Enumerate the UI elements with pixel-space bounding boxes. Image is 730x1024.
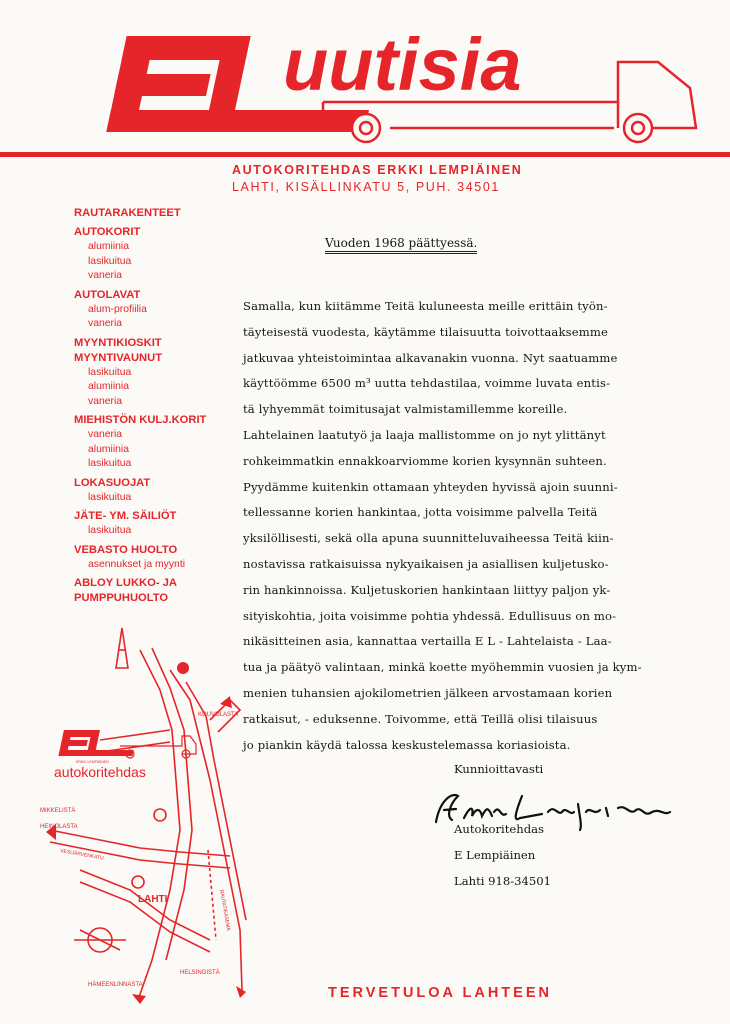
handwritten-signature (430, 782, 690, 842)
category-item: alumiinia (88, 241, 130, 252)
category-myyntikioskit: MYYNTIKIOSKIT (74, 336, 162, 349)
letter-body (243, 294, 642, 758)
map-label-lahti: LAHTI (138, 894, 168, 905)
letter-line: nikäsitteinen asia, kannattaa vertailla E L - Lahtelaista - Laa- (243, 634, 612, 649)
category-jatesailiot: JÄTE- YM. SÄILIÖT (74, 510, 177, 522)
map-label-heinolasta: HEINOLASTA (40, 824, 78, 830)
category-miehiston-kuljkorit: MIEHISTÖN KULJ.KORIT (74, 414, 207, 426)
closing-name: E Lempiäinen (454, 848, 536, 862)
category-item: vaneria (88, 395, 123, 407)
category-autokorit: AUTOKORIT (74, 226, 141, 238)
category-item: alumiinia (88, 381, 130, 392)
logo-title: uutisia (283, 30, 522, 106)
letter-line: täyteisestä vuodesta, käytämme tilaisuutta toivottaaksemme (243, 324, 609, 339)
category-autolavat: AUTOLAVAT (74, 288, 141, 301)
letter-line: tua ja päätyö valintaan, minkä koette myöhemmin vuosien ja kym- (243, 660, 642, 675)
product-list (74, 206, 244, 606)
letter-line: jatkuvaa yhteistoimintaa alkavanakin vuonna. Nyt saatuamme (243, 350, 618, 365)
category-item: lasikuitua (88, 458, 132, 469)
category-item: alum-profiilia (88, 303, 147, 315)
letter-title: Vuoden 1968 päättyessä. (325, 236, 478, 250)
category-myyntivaunut: MYYNTIVAUNUT (74, 351, 163, 364)
letter-line: Lahtelainen laatutyö ja laaja mallistomme on jo nyt ylittänyt (243, 427, 606, 442)
closing-phone: Lahti 918-34501 (454, 874, 552, 888)
letter-line: ratkaisut, - eduksenne. Toivomme, että Teillä olisi tilaisuus (243, 711, 598, 726)
map-label-mikkelista: MIKKELISTÄ (40, 808, 76, 814)
welcome-footer: TERVETULOA LAHTEEN (328, 985, 552, 1001)
category-item: alumiinia (88, 443, 130, 455)
letter-line: jo piankin käydä talossa keskustelemassa koriasioista. (243, 737, 571, 752)
category-item: asennukset ja myynti (88, 558, 186, 570)
closing-greeting: Kunnioittavasti (454, 762, 544, 776)
map-label-vesijarvenkatu: VESIJÄRVENKATU (59, 848, 105, 862)
letter-line: sityiskohtia, joita voisimme pohtia yhdessä. Edullisuus on mo- (243, 608, 617, 623)
category-pumppuhuolto: PUMPPUHUOLTO (74, 592, 169, 604)
category-item: vaneria (88, 429, 123, 440)
letter-line: yksilöllisesti, sekä olla apuna suunnitteluvaiheessa Teitä kiin- (243, 531, 614, 546)
map-label-kouvolasta: KOUVOLASTA (198, 712, 239, 718)
header-rule (0, 152, 730, 157)
map-label-rautatieasema: RAUTATIEASEMA (218, 889, 232, 932)
letter-line: käyttöömme 6500 m³ uutta tehdastilaa, voimme luvata entis- (243, 376, 611, 391)
letter-line: rin hankinnoissa. Kuljetuskorien hankintaan liittyy paljon yk- (243, 582, 611, 597)
letter-line: tä lyhyemmät toimitusajat valmistamillemme koreille. (243, 402, 568, 417)
category-item: lasikuitua (88, 366, 132, 378)
location-map (20, 620, 260, 1010)
category-item: lasikuitua (88, 255, 132, 267)
category-item: vaneria (88, 318, 123, 329)
category-item: lasikuitua (88, 491, 132, 503)
closing-company: Autokoritehdas (454, 822, 545, 836)
map-brand-small: ERKKI LEMPIÄINEN (76, 760, 109, 764)
category-item: vaneria (88, 270, 123, 281)
category-abloy: ABLOY LUKKO- JA (74, 577, 177, 589)
category-item: lasikuitua (88, 525, 132, 536)
letter-line: menien tuhansien ajokilometrien jälkeen arvostamaan korien (243, 685, 613, 700)
map-brand: autokoritehdas (54, 764, 146, 780)
company-name: AUTOKORITEHDAS ERKKI LEMPIÄINEN (232, 163, 523, 177)
category-vebasto-huolto: VEBASTO HUOLTO (74, 543, 178, 556)
letter-line: Pyydämme kuitenkin ottamaan yhteyden hyvissä ajoin suunni- (243, 479, 618, 494)
company-address: LAHTI, KISÄLLINKATU 5, PUH. 34501 (232, 180, 500, 194)
letter-line: rohkeimmatkin ennakkoarviomme korien kysynnän suhteen. (243, 453, 607, 468)
el-uutisia-logo (98, 30, 708, 150)
letter-line: nostavissa ratkaisuissa nykyaikaisen ja asiallisen kuljetusko- (243, 556, 609, 571)
letter-line: tellessanne korien hankintaa, jotta voisimme palvella Teitä (243, 505, 598, 520)
category-rautarakenteet: RAUTARAKENTEET (74, 207, 181, 219)
category-lokasuojat: LOKASUOJAT (74, 476, 151, 489)
letter-line: Samalla, kun kiitämme Teitä kuluneesta meille erittäin työn- (243, 299, 608, 313)
map-label-helsingista: HELSINGISTÄ (180, 970, 220, 976)
map-label-hameenlinnasta: HÄMEENLINNASTA (88, 982, 143, 988)
